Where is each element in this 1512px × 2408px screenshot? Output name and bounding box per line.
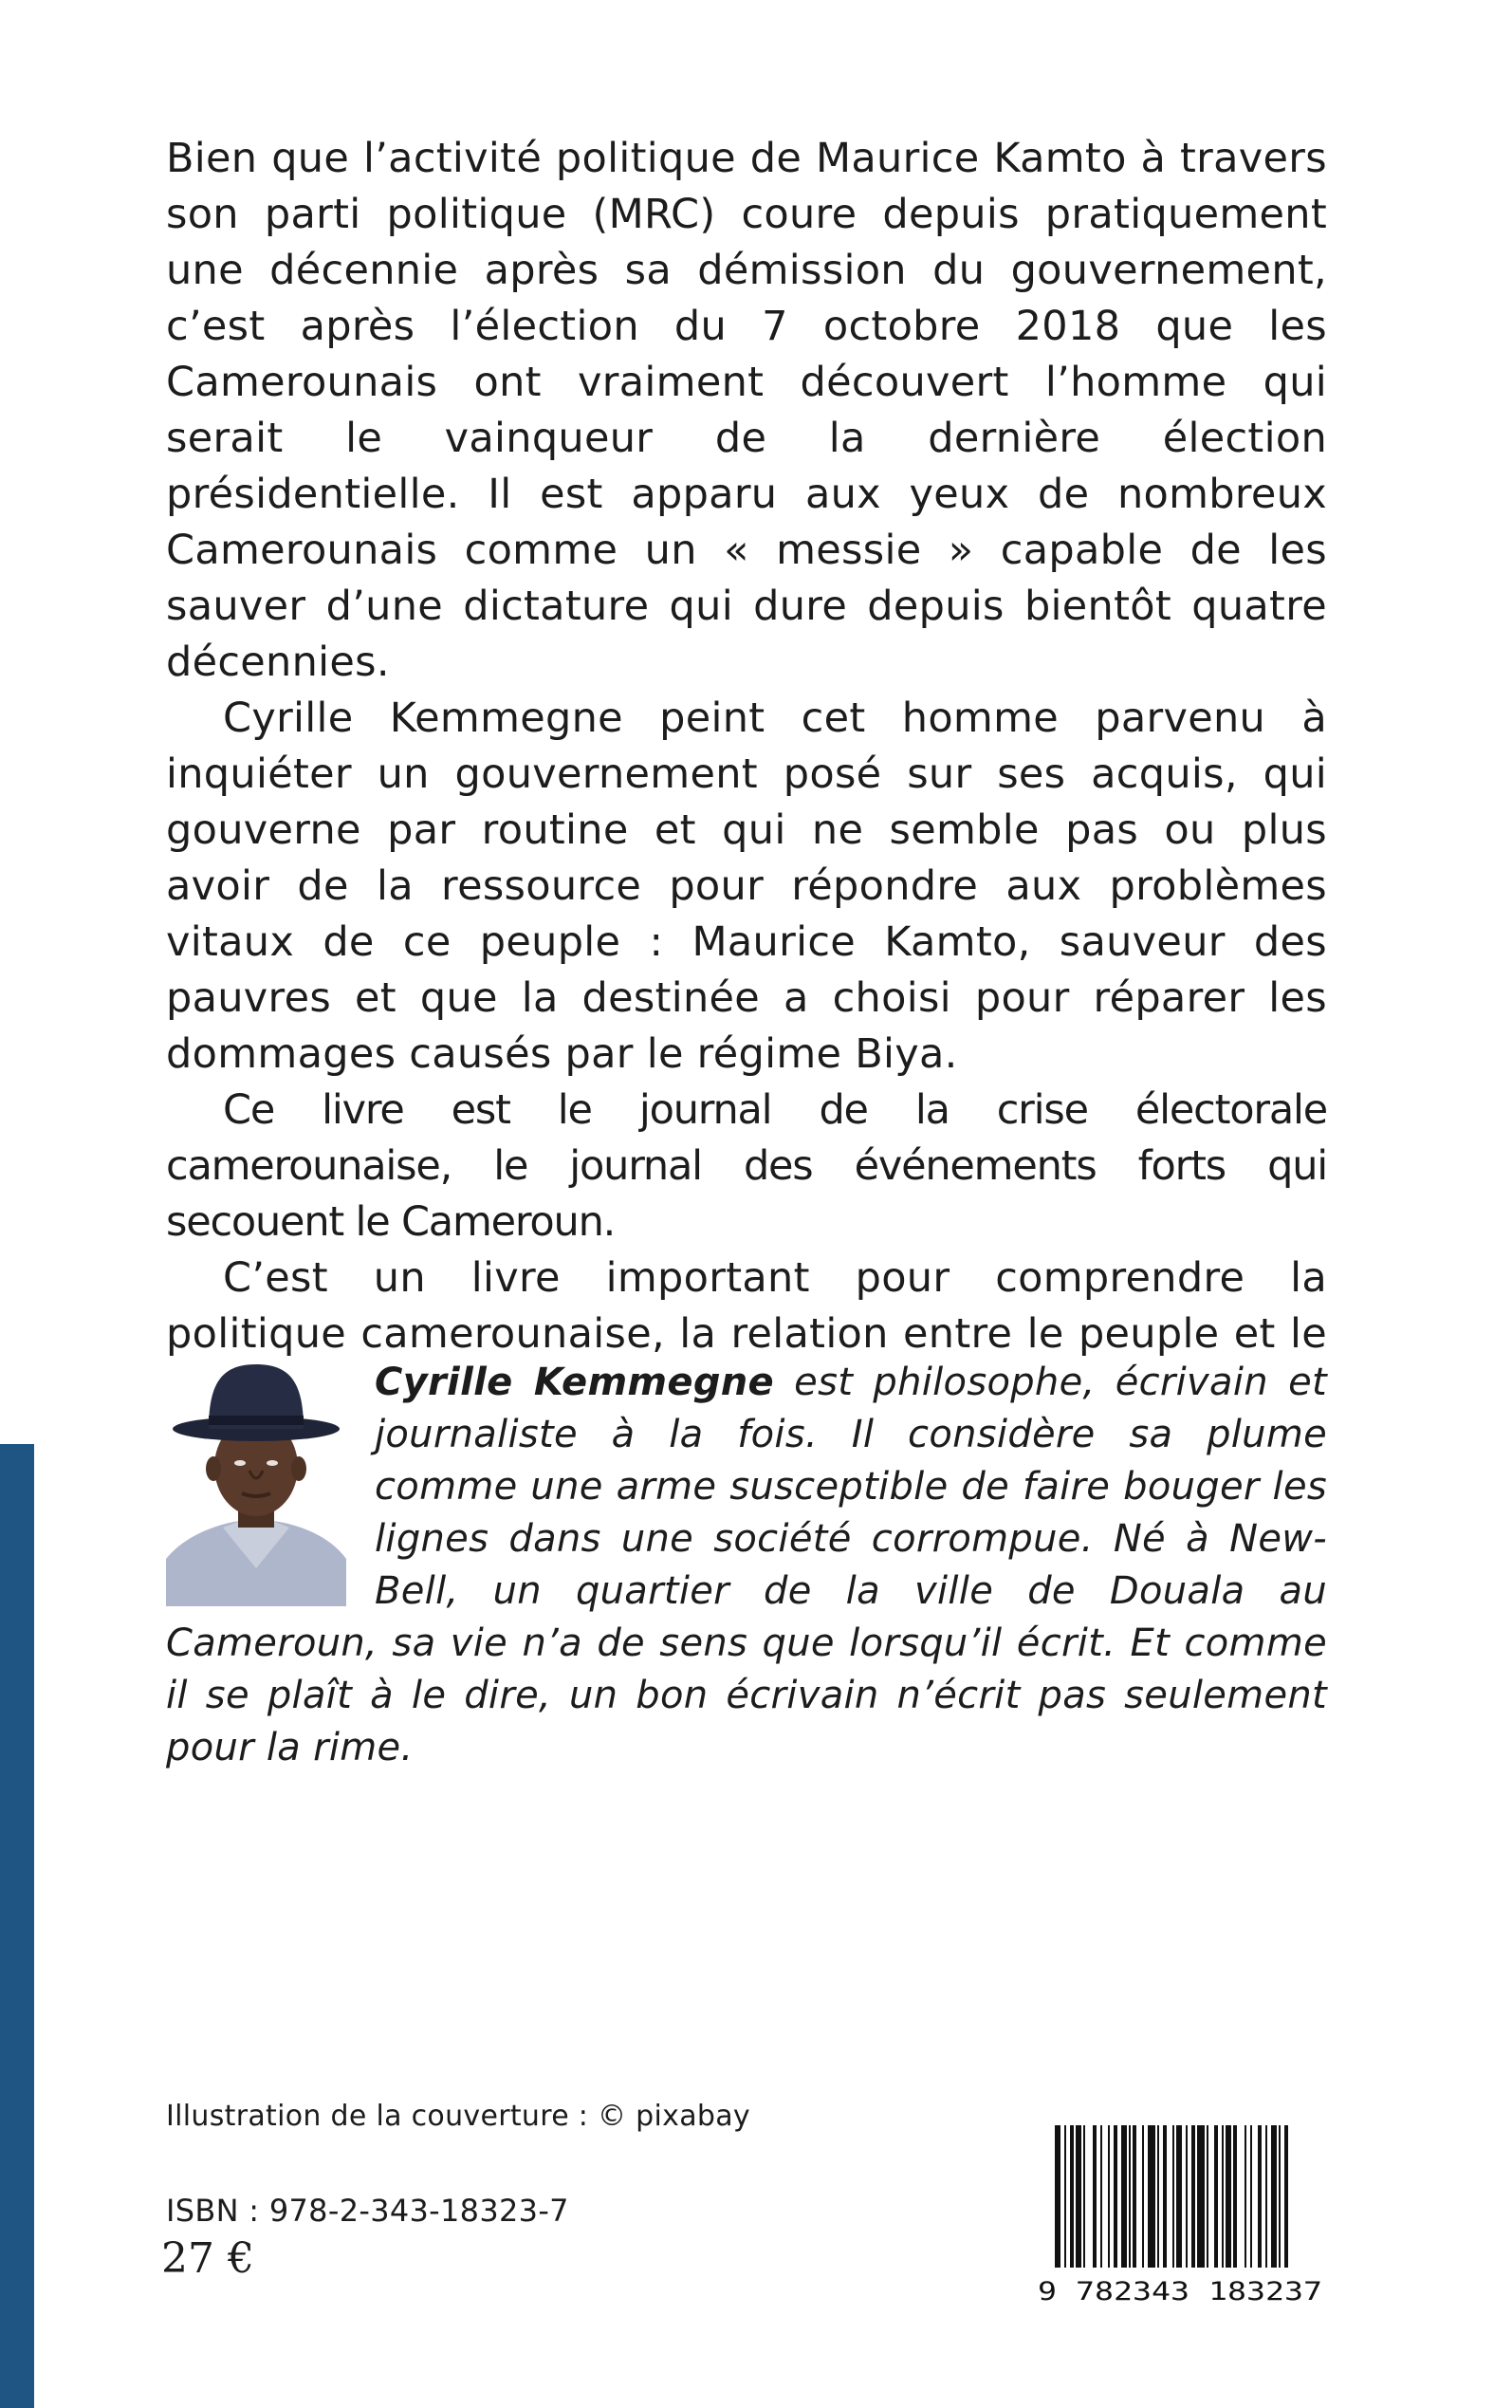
isbn-label: ISBN : 978-2-343-18323-7 (166, 2193, 569, 2229)
barcode-bar (1197, 2125, 1205, 2268)
barcode-bar (1186, 2125, 1188, 2268)
barcode-number: 9 782343 183237 (1038, 2277, 1322, 2306)
isbn-barcode (1036, 2125, 1330, 2306)
author-bio (166, 1357, 1327, 1774)
barcode-bar (1064, 2125, 1066, 2268)
barcode-bar (1163, 2125, 1167, 2268)
blurb-paragraph-4: C’est un livre important pour comprendre la politique camerounaise, la relation entre le peuple et le (166, 1254, 1327, 1358)
blurb-paragraph-2: Cyrille Kemmegne peint cet homme parvenu à inquiéter un gouvernement posé sur ses acquis, qui gouverne par routine et qui ne semble pas ou plus avoir de la ressource pour répondre aux problèmes vitaux de ce peuple : Maurice Kamto, sauveur des pauvres et que la destinée a choisi pour réparer les dommages causés par le régime Biya. (166, 695, 1327, 1078)
author-bio-body: est philosophe, écrivain et journaliste à la fois. Il considère sa plume comme une arme susceptible de faire bouger les lignes dans une société corrompue. Né à New-Bell, un quartier de la ville de Douala au Cameroun, sa vie n’a de sens que lorsqu’il écrit. Et comme il se plaît à le dire, un bon écrivain n’écrit pas seulement pour la rime. (166, 1361, 1327, 1769)
barcode-bar (1142, 2125, 1144, 2268)
blurb-paragraph-3: Ce livre est le journal de la crise électorale camerounaise, le journal des événements forts qui secouent le Cameroun. (166, 1086, 1327, 1246)
barcode-bars (1036, 2125, 1330, 2306)
blurb-paragraph-1: Bien que l’activité politique de Maurice Kamto à travers son parti politique (MRC) coure depuis pratiquement une décennie après sa démission du gouvernement, c’est après l’élection du 7 octobre 2018 que les Camerounais ont vraiment découvert l’homme qui serait le vainqueur de la dernière élection présidentielle. Il est apparu aux yeux de nombreux Camerounais comme un « messie » capable de les sauver d’une dictature qui dure depuis bientôt quatre décennies. (166, 135, 1327, 686)
author-name: Cyrille Kemmegne (375, 1361, 774, 1404)
author-photo (166, 1364, 346, 1606)
barcode-bar (1284, 2125, 1288, 2268)
barcode-bar (1070, 2125, 1074, 2268)
barcode-bar (1271, 2125, 1277, 2268)
barcode-bar (1133, 2125, 1136, 2268)
barcode-bar (1176, 2125, 1182, 2268)
barcode-bar (1258, 2125, 1262, 2268)
author-portrait-image (166, 1364, 346, 1606)
barcode-bar (1157, 2125, 1159, 2268)
spine-color-bar (0, 1444, 34, 2408)
barcode-bar (1083, 2125, 1085, 2268)
barcode-bar (1214, 2125, 1218, 2268)
price-label: 27 € (161, 2234, 254, 2283)
barcode-bar (1245, 2125, 1246, 2268)
barcode-bar (1114, 2125, 1117, 2268)
barcode-bar (1279, 2125, 1281, 2268)
barcode-bar (1250, 2125, 1252, 2268)
back-cover-blurb (166, 131, 1327, 1418)
barcode-bar (1100, 2125, 1102, 2268)
barcode-bar (1226, 2125, 1231, 2268)
barcode-bar (1108, 2125, 1110, 2268)
barcode-bar (1233, 2125, 1237, 2268)
barcode-bar (1093, 2125, 1097, 2268)
barcode-bar (1265, 2125, 1267, 2268)
barcode-bar (1129, 2125, 1131, 2268)
barcode-bar (1055, 2125, 1060, 2268)
barcode-bar (1121, 2125, 1127, 2268)
barcode-bar (1148, 2125, 1155, 2268)
illustration-credit: Illustration de la couverture : © pixabay (166, 2100, 750, 2133)
barcode-bar (1172, 2125, 1174, 2268)
barcode-bar (1207, 2125, 1208, 2268)
barcode-bar (1222, 2125, 1224, 2268)
barcode-bar (1076, 2125, 1081, 2268)
barcode-bar (1191, 2125, 1195, 2268)
